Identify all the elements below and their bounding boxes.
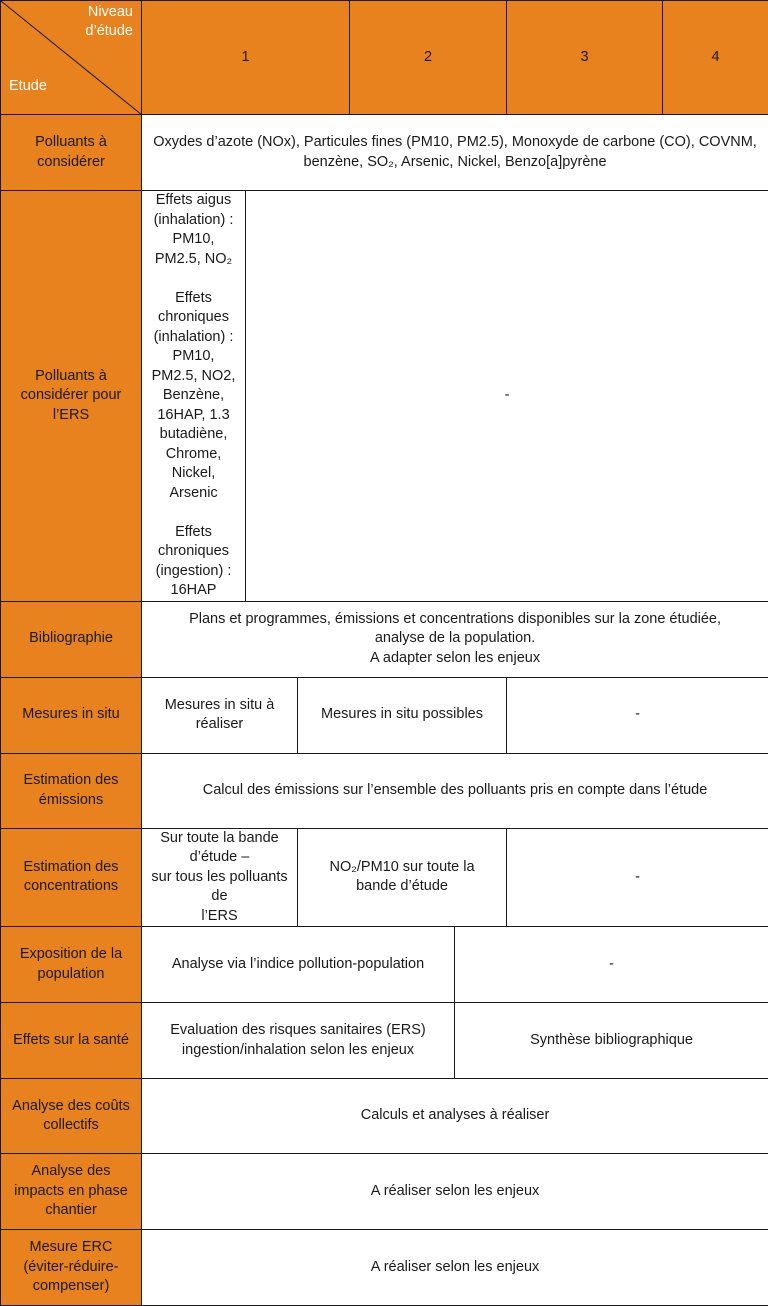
- header-row: [1, 1, 768, 115]
- row-label-chantier: Analyse des impacts en phase chantier: [1, 1154, 142, 1230]
- ers-level-1: Effets aigus (inhalation) : PM10, PM2.5, NO₂ Effets chroniques (inhalation) : PM10, PM2.5, NO2, Benzène, 16HAP, 1.3 butadiène, Chrome, Nickel, Arsenic Effets chroniques (ingestion) : 16HAP: [142, 191, 246, 602]
- bibliographie-value: Plans et programmes, émissions et concentrations disponibles sur la zone étudiée, analyse de la population. A adapter selon les enjeux: [142, 601, 768, 677]
- table-row: [1, 828, 768, 927]
- concentrations-level-3-4: -: [507, 828, 768, 927]
- exposition-level-3-4: -: [455, 927, 768, 1003]
- table-row: [1, 115, 768, 191]
- table-corner-cell: [1, 1, 142, 115]
- concentrations-level-2: NO₂/PM10 sur toute la bande d’étude: [298, 828, 507, 927]
- sante-level-3-4: Synthèse bibliographique: [455, 1003, 768, 1079]
- mesures-level-2: Mesures in situ possibles: [298, 677, 507, 753]
- table-row: [1, 1003, 768, 1079]
- table-row: [1, 1079, 768, 1154]
- row-label-concentrations: Estimation des concentrations: [1, 828, 142, 927]
- sante-level-1-2: Evaluation des risques sanitaires (ERS) ingestion/inhalation selon les enjeux: [142, 1003, 455, 1079]
- table-row: [1, 1154, 768, 1230]
- level-1-header: 1: [142, 1, 350, 115]
- level-axis-label: Niveau d’étude: [85, 3, 133, 41]
- row-label-bibliographie: Bibliographie: [1, 601, 142, 677]
- row-label-mesures: Mesures in situ: [1, 677, 142, 753]
- row-label-sante: Effets sur la santé: [1, 1003, 142, 1079]
- table-row: [1, 753, 768, 828]
- ers-other-levels: -: [246, 191, 768, 602]
- row-label-emissions: Estimation des émissions: [1, 753, 142, 828]
- emissions-value: Calcul des émissions sur l’ensemble des polluants pris en compte dans l’étude: [142, 753, 768, 828]
- couts-value: Calculs et analyses à réaliser: [142, 1079, 768, 1154]
- table-row: [1, 927, 768, 1003]
- polluants-value: Oxydes d’azote (NOx), Particules fines (PM10, PM2.5), Monoxyde de carbone (CO), COVNM, benzène, SO₂, Arsenic, Nickel, Benzo[a]pyrène: [142, 115, 768, 191]
- concentrations-level-1: Sur toute la bande d’étude – sur tous les polluants de l’ERS: [142, 828, 298, 927]
- mesures-level-3-4: -: [507, 677, 768, 753]
- exposition-level-1-2: Analyse via l’indice pollution-population: [142, 927, 455, 1003]
- level-3-header: 3: [507, 1, 663, 115]
- row-label-exposition: Exposition de la population: [1, 927, 142, 1003]
- row-label-polluants: Polluants à considérer: [1, 115, 142, 191]
- table-row: [1, 677, 768, 753]
- row-label-erc: Mesure ERC (éviter-réduire- compenser): [1, 1230, 142, 1306]
- row-label-ers: Polluants à considérer pour l’ERS: [1, 191, 142, 602]
- study-axis-label: Etude: [9, 77, 47, 97]
- level-2-header: 2: [350, 1, 507, 115]
- level-4-header: 4: [663, 1, 768, 115]
- erc-value: A réaliser selon les enjeux: [142, 1230, 768, 1306]
- chantier-value: A réaliser selon les enjeux: [142, 1154, 768, 1230]
- table-row: [1, 601, 768, 677]
- mesures-level-1: Mesures in situ à réaliser: [142, 677, 298, 753]
- table-row: [1, 191, 768, 602]
- table-row: [1, 1230, 768, 1306]
- row-label-couts: Analyse des coûts collectifs: [1, 1079, 142, 1154]
